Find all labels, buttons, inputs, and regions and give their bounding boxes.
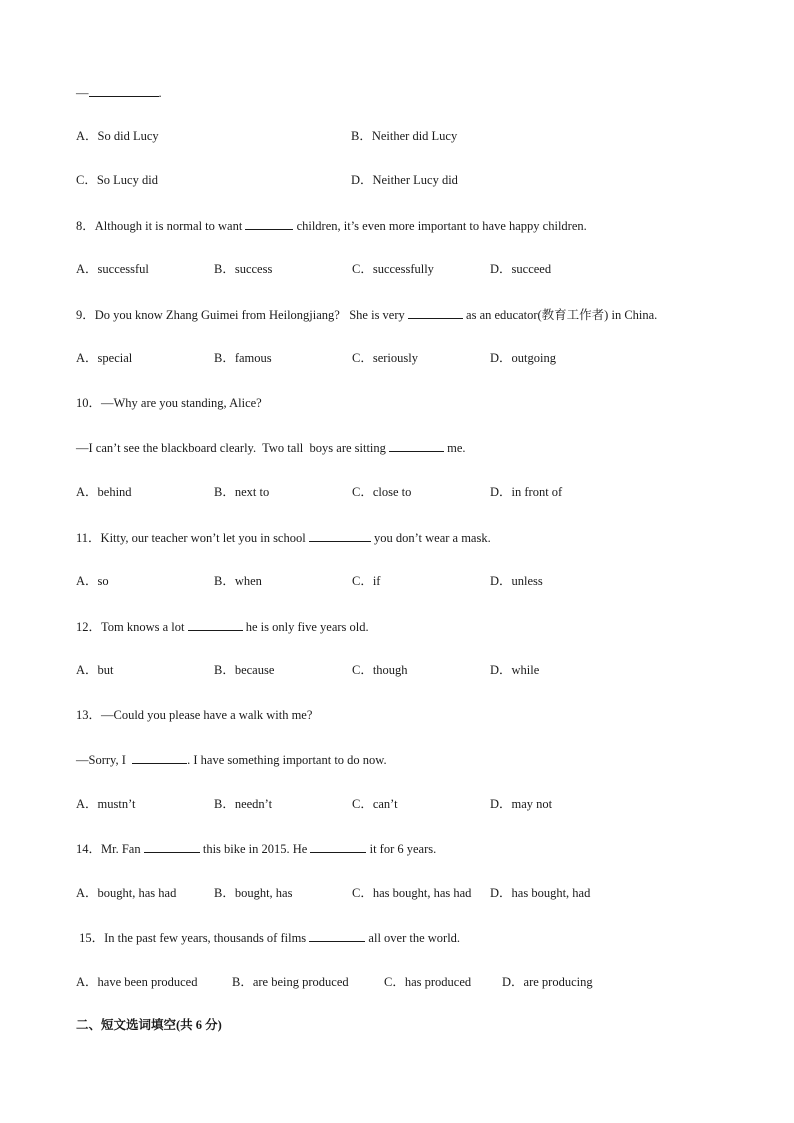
q7-blank[interactable] [89, 84, 159, 97]
q12-option-c[interactable]: C．though [352, 663, 408, 677]
q9-option-a[interactable]: A．special [76, 351, 133, 365]
q13-option-d[interactable]: D．may not [490, 797, 553, 811]
q8-option-b[interactable]: B．success [214, 262, 273, 276]
q11-blank[interactable] [309, 529, 371, 542]
q12-option-b[interactable]: B．because [214, 663, 275, 677]
q7-option-a[interactable]: A．So did Lucy [76, 129, 159, 143]
question-13-prompt: 13．—Could you please have a walk with me? [76, 708, 313, 722]
q14-blank-2[interactable] [310, 840, 366, 853]
q7-answer-line: — . [76, 86, 162, 100]
q7-option-c[interactable]: C．So Lucy did [76, 173, 158, 187]
q10-option-d[interactable]: D．in front of [490, 485, 563, 499]
q8-blank[interactable] [245, 217, 293, 230]
q9-option-c[interactable]: C．seriously [352, 351, 418, 365]
q10-option-b[interactable]: B．next to [214, 485, 270, 499]
q13-option-c[interactable]: C．can’t [352, 797, 398, 811]
q14-option-b[interactable]: B．bought, has [214, 886, 293, 900]
q7-option-b[interactable]: B．Neither did Lucy [351, 129, 458, 143]
q9-blank[interactable] [408, 306, 463, 319]
q14-option-d[interactable]: D．has bought, had [490, 886, 591, 900]
q10-blank[interactable] [389, 439, 444, 452]
question-10-prompt: 10．—Why are you standing, Alice? [76, 396, 262, 410]
q14-option-a[interactable]: A．bought, has had [76, 886, 177, 900]
q10-option-a[interactable]: A．behind [76, 485, 132, 499]
question-12: 12．Tom knows a lot he is only five years old. [76, 620, 369, 634]
q13-option-a[interactable]: A．mustn’t [76, 797, 136, 811]
q11-option-a[interactable]: A．so [76, 574, 109, 588]
q14-option-c[interactable]: C．has bought, has had [352, 886, 472, 900]
q15-option-d[interactable]: D．are producing [502, 975, 593, 989]
q15-option-a[interactable]: A．have been produced [76, 975, 198, 989]
q12-option-d[interactable]: D．while [490, 663, 540, 677]
q12-option-a[interactable]: A．but [76, 663, 114, 677]
question-14: 14．Mr. Fan this bike in 2015. He it for 6 years. [76, 842, 437, 856]
q11-option-b[interactable]: B．when [214, 574, 262, 588]
question-11: 11．Kitty, our teacher won’t let you in school you don’t wear a mask. [76, 531, 491, 545]
q15-blank[interactable] [309, 929, 365, 942]
q8-option-d[interactable]: D．succeed [490, 262, 552, 276]
q15-option-b[interactable]: B．are being produced [232, 975, 349, 989]
q8-option-c[interactable]: C．successfully [352, 262, 434, 276]
q11-option-d[interactable]: D．unless [490, 574, 543, 588]
question-9: 9．Do you know Zhang Guimei from Heilongjiang? She is very as an educator(教育工作者) in China. [76, 308, 658, 322]
question-10-response: —I can’t see the blackboard clearly. Two tall boys are sitting me. [76, 441, 466, 455]
q9-option-b[interactable]: B．famous [214, 351, 272, 365]
section-2-heading: 二、短文选词填空(共 6 分) [76, 1018, 222, 1032]
q14-blank-1[interactable] [144, 840, 200, 853]
q15-option-c[interactable]: C．has produced [384, 975, 472, 989]
question-13-response: —Sorry, I . I have something important to do now. [76, 753, 387, 767]
q8-option-a[interactable]: A．successful [76, 262, 149, 276]
q7-option-d[interactable]: D．Neither Lucy did [351, 173, 458, 187]
question-8: 8．Although it is normal to want children, it’s even more important to have happy children. [76, 219, 587, 233]
q10-option-c[interactable]: C．close to [352, 485, 412, 499]
question-15: 15．In the past few years, thousands of films all over the world. [76, 931, 461, 945]
q11-option-c[interactable]: C．if [352, 574, 381, 588]
q13-option-b[interactable]: B．needn’t [214, 797, 273, 811]
q13-blank[interactable] [132, 751, 187, 764]
q12-blank[interactable] [188, 618, 243, 631]
q9-option-d[interactable]: D．outgoing [490, 351, 556, 365]
